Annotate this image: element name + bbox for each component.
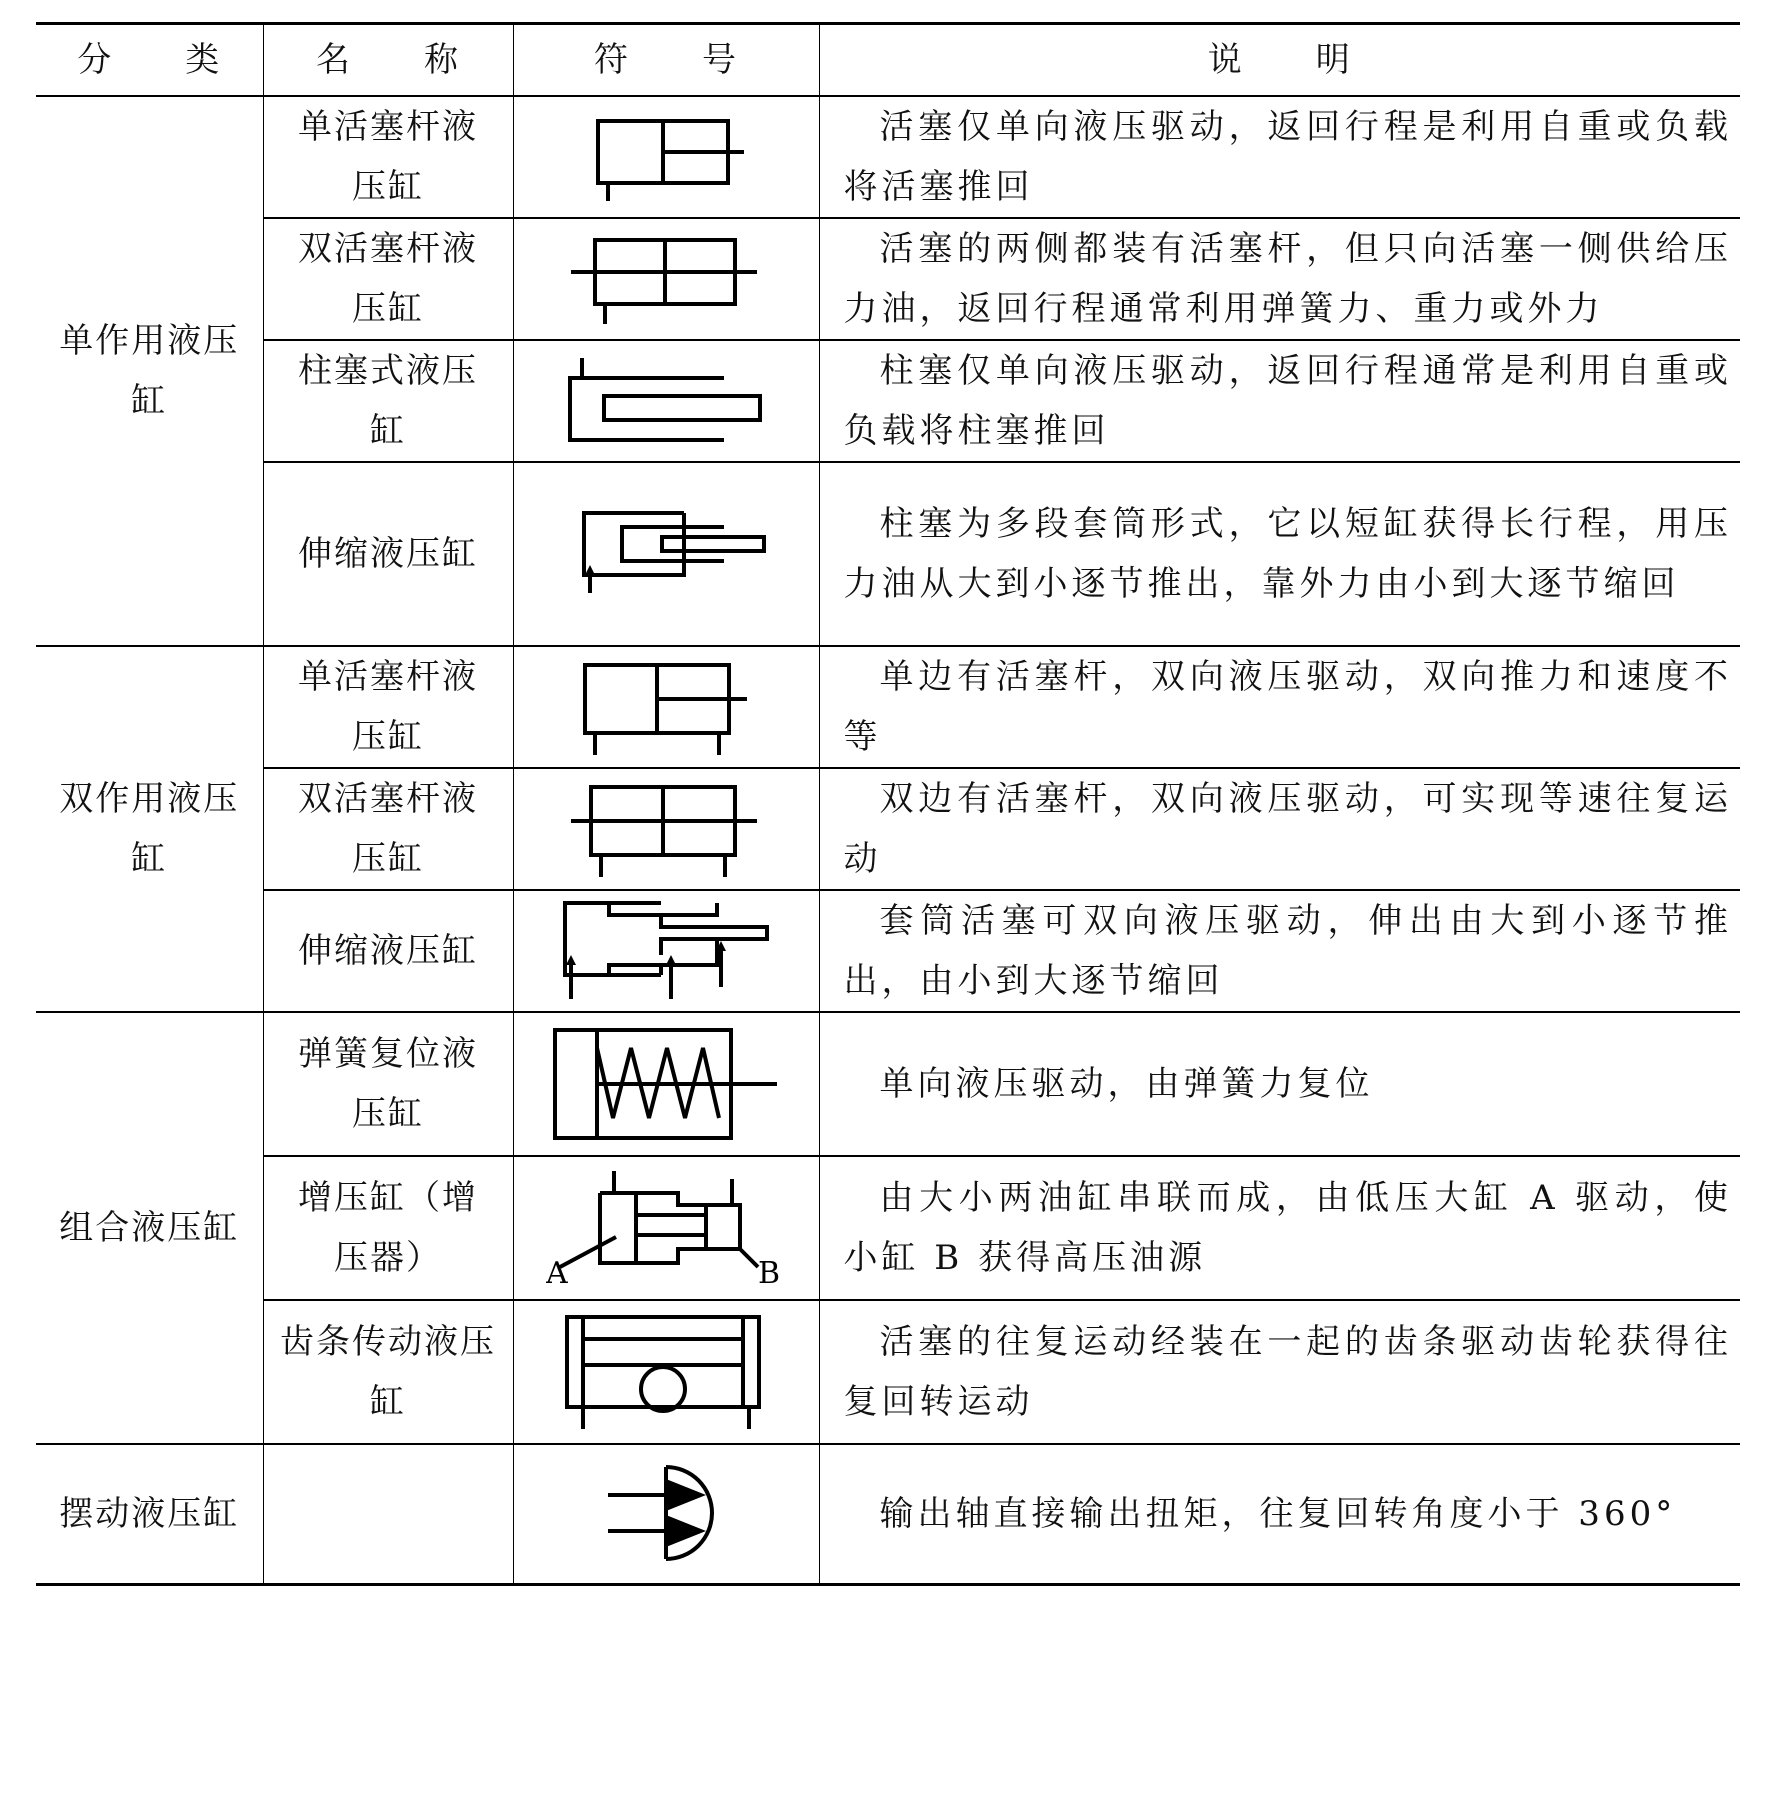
name-cell: 齿条传动液压缸 — [263, 1300, 513, 1444]
table-row — [36, 1012, 1740, 1156]
table-row — [36, 890, 1740, 1012]
name-cell: 伸缩液压缸 — [263, 890, 513, 1012]
name-cell — [263, 1444, 513, 1584]
category-cell: 单作用液压缸 — [36, 96, 263, 646]
header-category: 分 类 — [36, 24, 263, 97]
header-symbol: 符 号 — [513, 24, 819, 97]
symbol-cell — [513, 1012, 819, 1156]
symbol-cell — [513, 96, 819, 218]
table-row — [36, 462, 1740, 646]
symbol-cell — [513, 646, 819, 768]
telescopic-double-acting-cylinder-icon — [551, 899, 781, 1003]
name-cell: 单活塞杆液压缸 — [263, 646, 513, 768]
description-cell: 输出轴直接输出扭矩，往复回转角度小于 360° — [819, 1444, 1740, 1584]
table-row — [36, 218, 1740, 340]
name-cell: 双活塞杆液压缸 — [263, 768, 513, 890]
double-rod-double-acting-cylinder-icon — [571, 781, 761, 877]
name-cell: 伸缩液压缸 — [263, 462, 513, 646]
single-rod-single-acting-cylinder-icon — [586, 113, 746, 201]
table-row — [36, 1444, 1740, 1584]
table-row — [36, 96, 1740, 218]
rotary-actuator-icon — [606, 1459, 726, 1569]
symbol-cell — [513, 462, 819, 646]
description-cell: 活塞的往复运动经装在一起的齿条驱动齿轮获得往复回转运动 — [819, 1300, 1740, 1444]
symbol-cell — [513, 1300, 819, 1444]
table-row — [36, 1300, 1740, 1444]
single-rod-double-acting-cylinder-icon — [581, 659, 751, 755]
header-row — [36, 24, 1740, 97]
symbol-cell — [513, 890, 819, 1012]
name-cell: 增压缸（增压器） — [263, 1156, 513, 1300]
description-cell: 柱塞仅单向液压驱动，返回行程通常是利用自重或负载将柱塞推回 — [819, 340, 1740, 462]
plunger-cylinder-icon — [566, 356, 766, 446]
symbol-cell — [513, 218, 819, 340]
name-cell: 柱塞式液压缸 — [263, 340, 513, 462]
symbol-cell — [513, 340, 819, 462]
symbol-cell — [513, 1444, 819, 1584]
pressure-intensifier-icon — [546, 1169, 786, 1287]
double-rod-single-acting-cylinder-icon — [571, 234, 761, 324]
description-cell: 单边有活塞杆，双向液压驱动，双向推力和速度不等 — [819, 646, 1740, 768]
table-row — [36, 646, 1740, 768]
header-description: 说 明 — [819, 24, 1740, 97]
description-cell: 柱塞为多段套筒形式，它以短缸获得长行程，用压力油从大到小逐节推出，靠外力由小到大逐节缩回 — [819, 462, 1740, 646]
table-row — [36, 340, 1740, 462]
category-cell: 双作用液压缸 — [36, 646, 263, 1012]
description-cell: 双边有活塞杆，双向液压驱动，可实现等速往复运动 — [819, 768, 1740, 890]
rack-pinion-cylinder-icon — [561, 1313, 771, 1431]
port-a-label: A — [546, 1256, 568, 1287]
description-cell: 活塞的两侧都装有活塞杆，但只向活塞一侧供给压力油，返回行程通常利用弹簧力、重力或外力 — [819, 218, 1740, 340]
category-cell: 摆动液压缸 — [36, 1444, 263, 1584]
description-cell: 由大小两油缸串联而成，由低压大缸 A 驱动，使小缸 B 获得高压油源 — [819, 1156, 1740, 1300]
port-b-label: B — [758, 1256, 781, 1287]
symbol-cell — [513, 1156, 819, 1300]
name-cell: 弹簧复位液压缸 — [263, 1012, 513, 1156]
header-name: 名 称 — [263, 24, 513, 97]
description-cell: 单向液压驱动，由弹簧力复位 — [819, 1012, 1740, 1156]
name-cell: 单活塞杆液压缸 — [263, 96, 513, 218]
name-cell: 双活塞杆液压缸 — [263, 218, 513, 340]
description-cell: 活塞仅单向液压驱动，返回行程是利用自重或负载将活塞推回 — [819, 96, 1740, 218]
hydraulic-cylinder-table — [36, 22, 1740, 1586]
category-cell: 组合液压缸 — [36, 1012, 263, 1444]
description-cell: 套筒活塞可双向液压驱动，伸出由大到小逐节推出，由小到大逐节缩回 — [819, 890, 1740, 1012]
table-row — [36, 768, 1740, 890]
telescopic-single-acting-cylinder-icon — [566, 509, 766, 599]
spring-return-cylinder-icon — [551, 1026, 781, 1142]
symbol-cell — [513, 768, 819, 890]
table-row — [36, 1156, 1740, 1300]
